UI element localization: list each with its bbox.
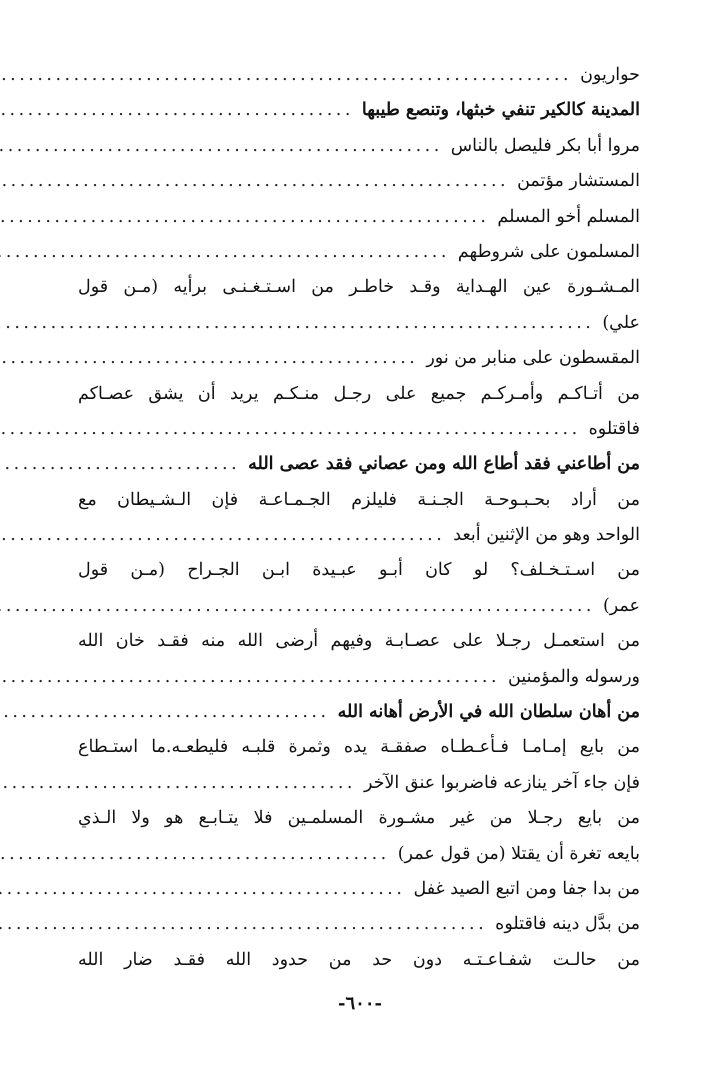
dot-leader (0, 341, 418, 376)
dot-leader (0, 164, 509, 199)
dot-leader (0, 235, 450, 270)
entry-text: المسلمون على شروطهم (457, 241, 640, 262)
dot-leader (0, 412, 581, 447)
entry-text: من حالـت شفـاعـتـه دون حد من حدود الله فقـد ضار الله (78, 949, 640, 970)
entry-text: حواريون (580, 65, 640, 85)
entry-text: من بدَّل دينه فاقتلوه (495, 914, 640, 935)
page-number: -٦٠٠- (338, 993, 382, 1014)
entry-text: من أتـاكـم وأمـركـم جميع على رجـل منـكـم يريد أن يشق عصـاكم (78, 383, 640, 404)
dot-leader (0, 872, 405, 907)
index-entry (78, 412, 640, 447)
index-entry (78, 837, 640, 872)
entry-text: المدينة كالكير تنفي خبثها، وتنصع طيبها (361, 100, 640, 121)
entry-text: الواحد وهو من الإثنين أبعد (453, 525, 640, 546)
entry-text: من بايع إمـامـا فـأعـطـاه صفقـة يده وثمرة قلبـه فليطعـه.ما استـطاع (78, 737, 640, 758)
entry-text: فإن جاء آخر ينازعه فاضربوا عنق الآخر (363, 772, 640, 793)
index-entry (78, 129, 640, 164)
index-entry-line (78, 801, 640, 836)
dot-leader (0, 766, 356, 801)
index-entry-line (78, 943, 640, 978)
dot-leader (0, 695, 330, 730)
dot-leader (0, 660, 500, 695)
index-entry (78, 660, 640, 695)
entry-text: من أطاعني فقد أطاع الله ومن عصاني فقد عصى الله (248, 454, 640, 475)
index-list (78, 58, 640, 978)
index-entry-line (78, 270, 640, 305)
entry-text: من اسـتـخـلف؟ لو كان أبـو عبـيدة ابـن الجـراح (مـن قول (78, 560, 640, 581)
dot-leader (0, 93, 354, 128)
entry-text: من بايع رجـلا من غير مشـورة المسلمـين فلا يتـابـع هو ولا الـذي (78, 808, 640, 829)
entry-text: المقسطون على منابر من نور (426, 348, 640, 369)
index-entry (78, 766, 640, 801)
entry-text: بايعه تغرة أن يقتلا (من قول عمر) (397, 843, 640, 864)
dot-leader (0, 58, 572, 93)
entry-text: علي) (602, 312, 640, 333)
index-entry (78, 695, 640, 730)
index-entry (78, 589, 640, 624)
index-entry (78, 235, 640, 270)
entry-text: من أهان سلطان الله في الأرض أهانه الله (337, 702, 640, 723)
entry-text: من استعمـل رجـلا على عصـابـة وفيهم أرضى الله منه فقـد خان الله (78, 631, 640, 652)
index-entry (78, 200, 640, 235)
index-entry (78, 518, 640, 553)
index-entry (78, 58, 640, 93)
entry-text: المستشار مؤتمن (517, 171, 640, 192)
dot-leader (0, 518, 445, 553)
index-entry-line (78, 730, 640, 765)
index-entry-line (78, 624, 640, 659)
entry-text: مروا أبا بكر فليصل بالناس (450, 135, 640, 156)
index-entry (78, 447, 640, 482)
entry-text: ورسوله والمؤمنين (508, 666, 640, 687)
dot-leader (0, 837, 390, 872)
dot-leader (0, 589, 595, 624)
index-entry-line (78, 553, 640, 588)
entry-text: من أراد بحـبـوحـة الجـنـة فليلزم الجـمـاعـة فإن الـشـيطان مع (78, 489, 640, 510)
index-entry (78, 872, 640, 907)
dot-leader (0, 907, 487, 942)
index-entry (78, 93, 640, 128)
dot-leader (0, 447, 240, 482)
dot-leader (0, 129, 443, 164)
index-entry (78, 341, 640, 376)
index-entry (78, 306, 640, 341)
entry-text: المـشـورة عين الهـداية وقـد خاطـر من اسـتـغـنـى برأيه (مـن قول (78, 277, 640, 298)
dot-leader (0, 306, 594, 341)
entry-text: المسلم أخو المسلم (497, 206, 640, 227)
entry-text: عمر) (602, 595, 640, 616)
index-entry-line (78, 483, 640, 518)
index-entry (78, 907, 640, 942)
index-entry-line (78, 377, 640, 412)
entry-text: من بدا جفا ومن اتبع الصيد غفل (413, 878, 640, 899)
entry-text: فاقتلوه (588, 418, 640, 439)
index-entry (78, 164, 640, 199)
dot-leader (0, 200, 489, 235)
